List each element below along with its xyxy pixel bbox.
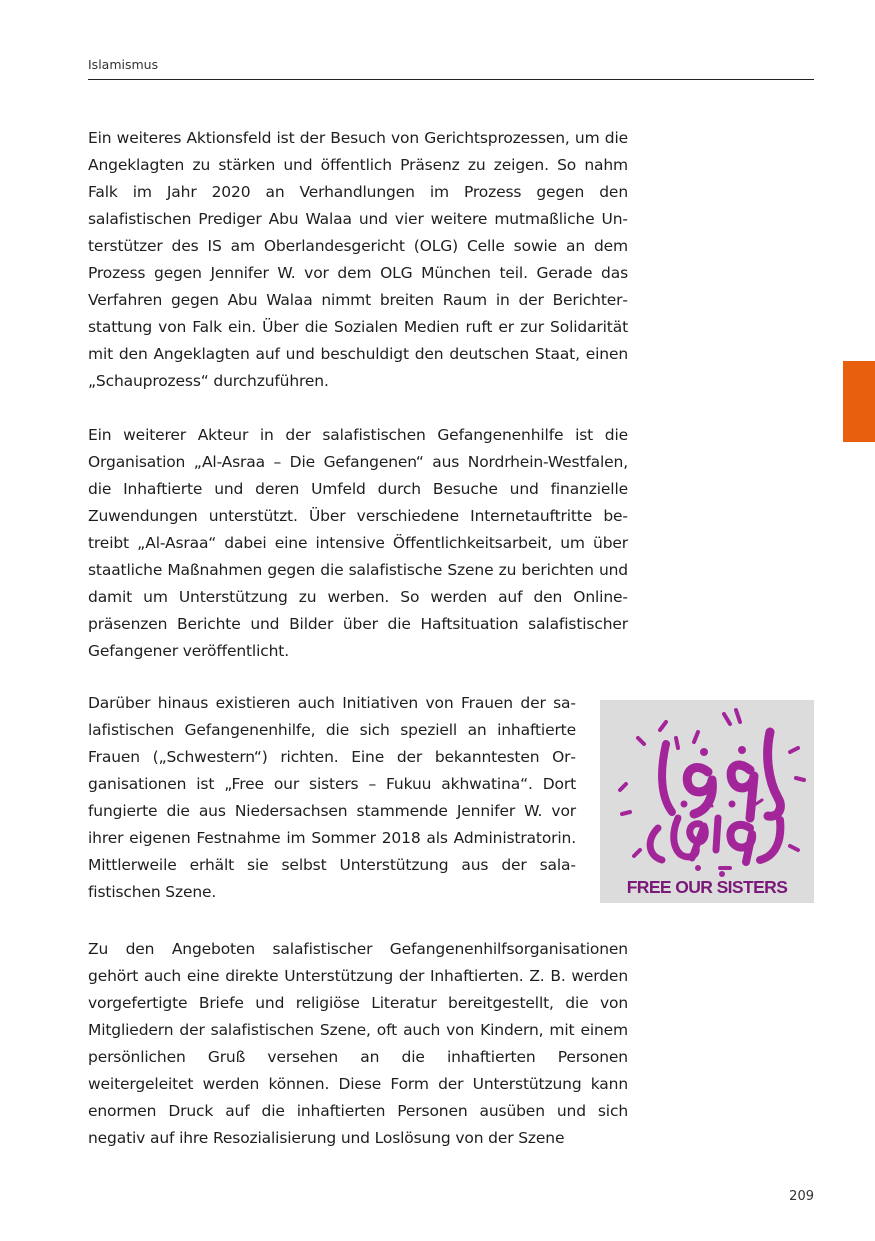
- page-number: 209: [789, 1189, 814, 1204]
- paragraph-women-initiatives: Darüber hinaus existieren auch Initiativen von Frauen der salafistischen Gefangenenhilfe, die sich speziell an inhaftierte Frauen („Schwestern“) richten. Eine der bekanntesten Organisationen ist „Free our sisters – Fukuu akhwatina“. Dort fungierte die aus Niedersachsen stammende Jennifer W. vor ihrer eigenen Festnahme im Sommer 2018 als Administratorin. Mittlerweile erhält sie selbst Unterstützung aus der salafistischen Szene.: [88, 694, 576, 901]
- header-divider: [88, 79, 814, 80]
- paragraph-direct-support: Zu den Angeboten salafistischer Gefangenenhilfsorganisationen gehört auch eine direkte Unterstützung der Inhaftierten. Z. B. werden vorgefertigte Briefe und religiöse Literatur bereitgestellt, die von Mitgliedern der salafistischen Szene, oft auch von Kindern, mit einem persönlichen Gruß versehen an die inhaftierten Personen weitergeleitet werden können. Diese Form der Unterstützung kann enormen Druck auf die inhaftierten Personen ausüben und sich negativ auf ihre Resozialisierung und Loslösung von der Szene: [88, 940, 628, 1147]
- paragraph-al-asraa: Ein weiterer Akteur in der salafistischen Gefangenenhilfe ist die Organisation „Al-Asraa – Die Gefangenen“ aus Nordrhein-Westfalen, die Inhaftierte und deren Umfeld durch Besuche und finanzielle Zuwendungen unterstützt. Über verschiedene Internetauftritte betreibt „Al-Asraa“ dabei eine intensive Öffentlichkeitsarbeit, um über staatliche Maßnahmen gegen die salafistische Szene zu berichten und damit um Unterstützung zu werben. So werden auf den Onlinepräsenzen Berichte und Bilder über die Haftsituation salafistischer Gefangener veröffentlicht.: [88, 426, 628, 660]
- chapter-tab-marker: [843, 361, 875, 442]
- arabic-calligraphy-logo: [600, 700, 814, 903]
- running-header: Islamismus: [88, 57, 159, 72]
- free-our-sisters-logo-image: [600, 700, 814, 903]
- paragraph-court-visits: Ein weiteres Aktionsfeld ist der Besuch von Gerichtsprozessen, um die Angeklagten zu stärken und öffentlich Präsenz zu zeigen. So nahm Falk im Jahr 2020 an Verhandlungen im Prozess gegen den salafistischen Prediger Abu Walaa und vier weitere mutmaßliche Unterstützer des IS am Oberlandesgericht (OLG) Celle sowie an dem Prozess gegen Jennifer W. vor dem OLG München teil. Gerade das Verfahren gegen Abu Walaa nimmt breiten Raum in der Berichterstattung von Falk ein. Über die Sozialen Medien ruft er zur Solidarität mit den Angeklagten auf und beschuldigt den deutschen Staat, einen „Schauprozess“ durchzuführen.: [88, 129, 628, 390]
- logo-caption: FREE OUR SISTERS: [626, 877, 788, 897]
